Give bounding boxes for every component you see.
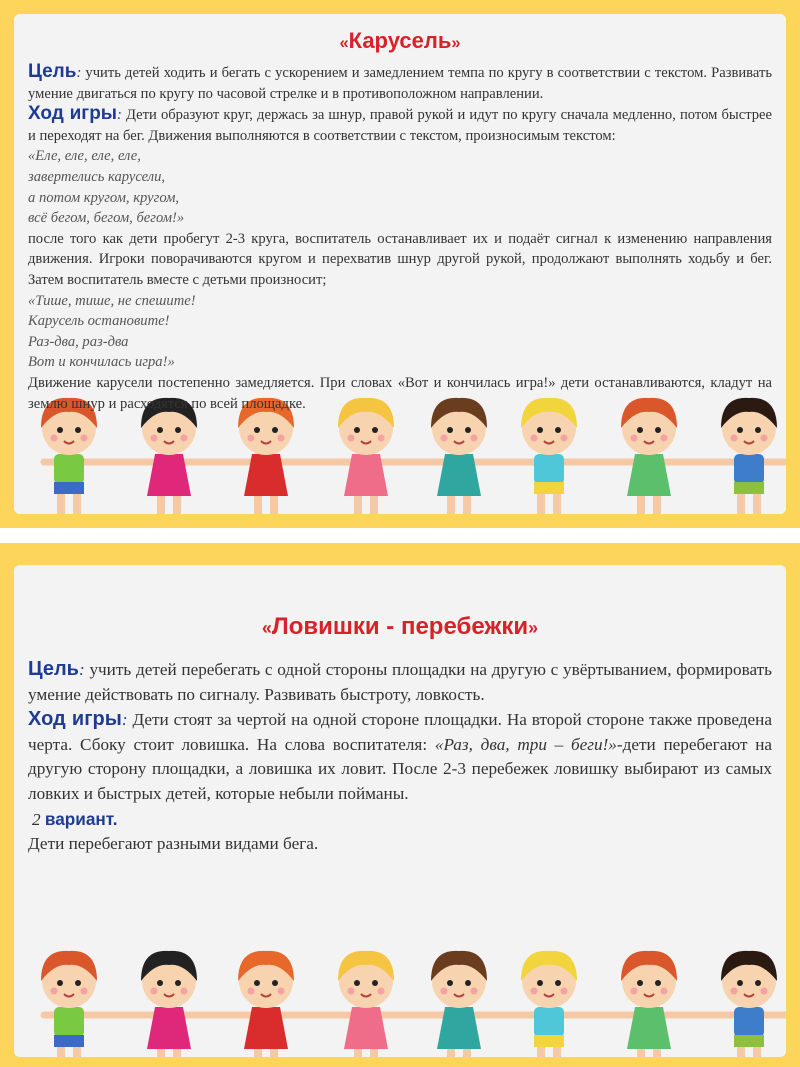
child-figure — [721, 951, 777, 1057]
child-figure — [338, 951, 394, 1057]
course-quote: «Раз, два, три – беги!» — [434, 734, 617, 754]
goal-paragraph: Цель: учить детей перебегать с одной стороны площадки на другую с увёртыванием, формировать умение действовать по сигналу. Развивать быстроту, ловкость. — [28, 658, 772, 704]
child-figure — [721, 398, 777, 514]
course-text: Дети образуют круг, держась за шнур, правой рукой и идут по кругу сначала медленно, потом быстрее и переходят на бег. Движения выполняются в соответствии с текстом, произносимым текстом: — [28, 107, 773, 144]
goal-label: Цель — [28, 61, 77, 82]
title-text: Карусель — [348, 28, 452, 53]
course-paragraph: Ход игры: Дети образуют круг, держась за шнур, правой рукой и идут по кругу сначала медленно, потом быстрее и переходят на бег. Движения выполняются в соответствии с текстом, произносимым текстом: — [28, 103, 773, 144]
after-verse-text: после того как дети пробегут 2-3 круга, воспитатель останавливает их и подаёт сигнал к изменению направления движения. Игроки поворачиваются кругом и перехватив шнур другой рукой, продолжают выполнять ходьбу и бег. Затем воспитатель вместе с детьми произносит; — [28, 230, 772, 288]
verse-line: завертелись карусели, — [28, 168, 166, 185]
child-figure — [621, 398, 677, 514]
verse-2 — [28, 291, 772, 373]
title-quote-open: « — [339, 34, 349, 52]
card-title — [14, 613, 786, 641]
course-label: Ход игры — [28, 103, 118, 125]
game-card-carousel — [0, 0, 800, 528]
verse-1 — [28, 146, 772, 228]
course-paragraph: Ход игры: Дети стоят за чертой на одной стороне площадки. На второй стороне также проведена черта. Сбоку стоит ловишка. На слова воспитателя: «Раз, два, три – беги!»-дети перебегают на другую сторону площадки, а ловишка их ловит. После 2-3 перебежек ловишку выбирают из самых ловких и быстрых детей, которые небыли пойманы. — [28, 708, 773, 803]
verse-line: Карусель остановите! — [28, 313, 170, 330]
goal-text: учить детей ходить и бегать с ускорением и замедлением темпа по кругу в соответствии с текстом. Развивать умение двигаться по кругу по часовой стрелке и в противоположном направлении. — [28, 65, 772, 102]
course-text-continued: -дети перебегают на другую сторону площадки, а ловишка их ловит. После 2-3 перебежек ловишку выбирают из самых ловких и быстрых детей, которые небыли пойманы. — [28, 734, 773, 803]
title-quote-close: » — [528, 618, 539, 638]
goal-text: учить детей перебегать с одной стороны площадки на другую с увёртыванием, формировать умение действовать по сигналу. Развивать быстроту, ловкость. — [28, 660, 772, 704]
verse-line: Вот и кончилась игра!» — [28, 354, 175, 371]
child-figure — [431, 951, 487, 1057]
title-quote-open: « — [261, 618, 272, 638]
child-figure — [141, 398, 197, 514]
game-card-tag-run — [0, 543, 800, 1067]
child-figure — [521, 951, 577, 1057]
verse-line: «Тише, тише, не спешите! — [28, 292, 196, 309]
variant-heading: 2 вариант. — [32, 808, 118, 829]
child-figure — [238, 398, 294, 514]
verse-line: Раз-два, раз-два — [28, 333, 129, 350]
variant-text: Дети перебегают разными видами бега. — [28, 834, 319, 854]
variant-label: вариант — [44, 808, 113, 829]
card-body — [28, 657, 772, 857]
card-title — [14, 28, 786, 54]
child-figure — [141, 951, 197, 1057]
card-panel — [14, 14, 786, 514]
child-figure — [431, 398, 487, 514]
card-body — [28, 62, 772, 414]
child-figure — [621, 951, 677, 1057]
verse-line: всё бегом, бегом, бегом!» — [28, 210, 185, 227]
child-figure — [41, 951, 97, 1057]
variant-number: 2 — [32, 809, 41, 829]
card-panel — [14, 565, 786, 1057]
verse-line: «Еле, еле, еле, еле, — [28, 148, 141, 165]
title-text: Ловишки - перебежки — [271, 613, 529, 640]
title-quote-close: » — [451, 34, 461, 52]
goal-paragraph: Цель: учить детей ходить и бегать с ускорением и замедлением темпа по кругу в соответствии с текстом. Развивать умение двигаться по кругу по часовой стрелке и в противоположном направлении. — [28, 61, 772, 102]
child-figure — [338, 398, 394, 514]
child-figure — [238, 951, 294, 1057]
verse-line: а потом кругом, кругом, — [28, 189, 180, 206]
children-holding-hands-icon — [14, 943, 786, 1057]
child-figure — [41, 398, 97, 514]
course-label: Ход игры — [28, 708, 122, 731]
child-figure — [521, 398, 577, 514]
goal-label: Цель — [28, 658, 79, 680]
ending-text: Движение карусели постепенно замедляется. При словах «Вот и кончилась игра!» дети останавливаются, кладут на землю шнур и расходятся по всей площадке. — [28, 374, 772, 412]
course-text: Дети стоят за чертой на одной стороне площадки. На второй стороне также проведена черта. Сбоку стоит ловишка. На слова воспитателя: — [28, 710, 773, 754]
